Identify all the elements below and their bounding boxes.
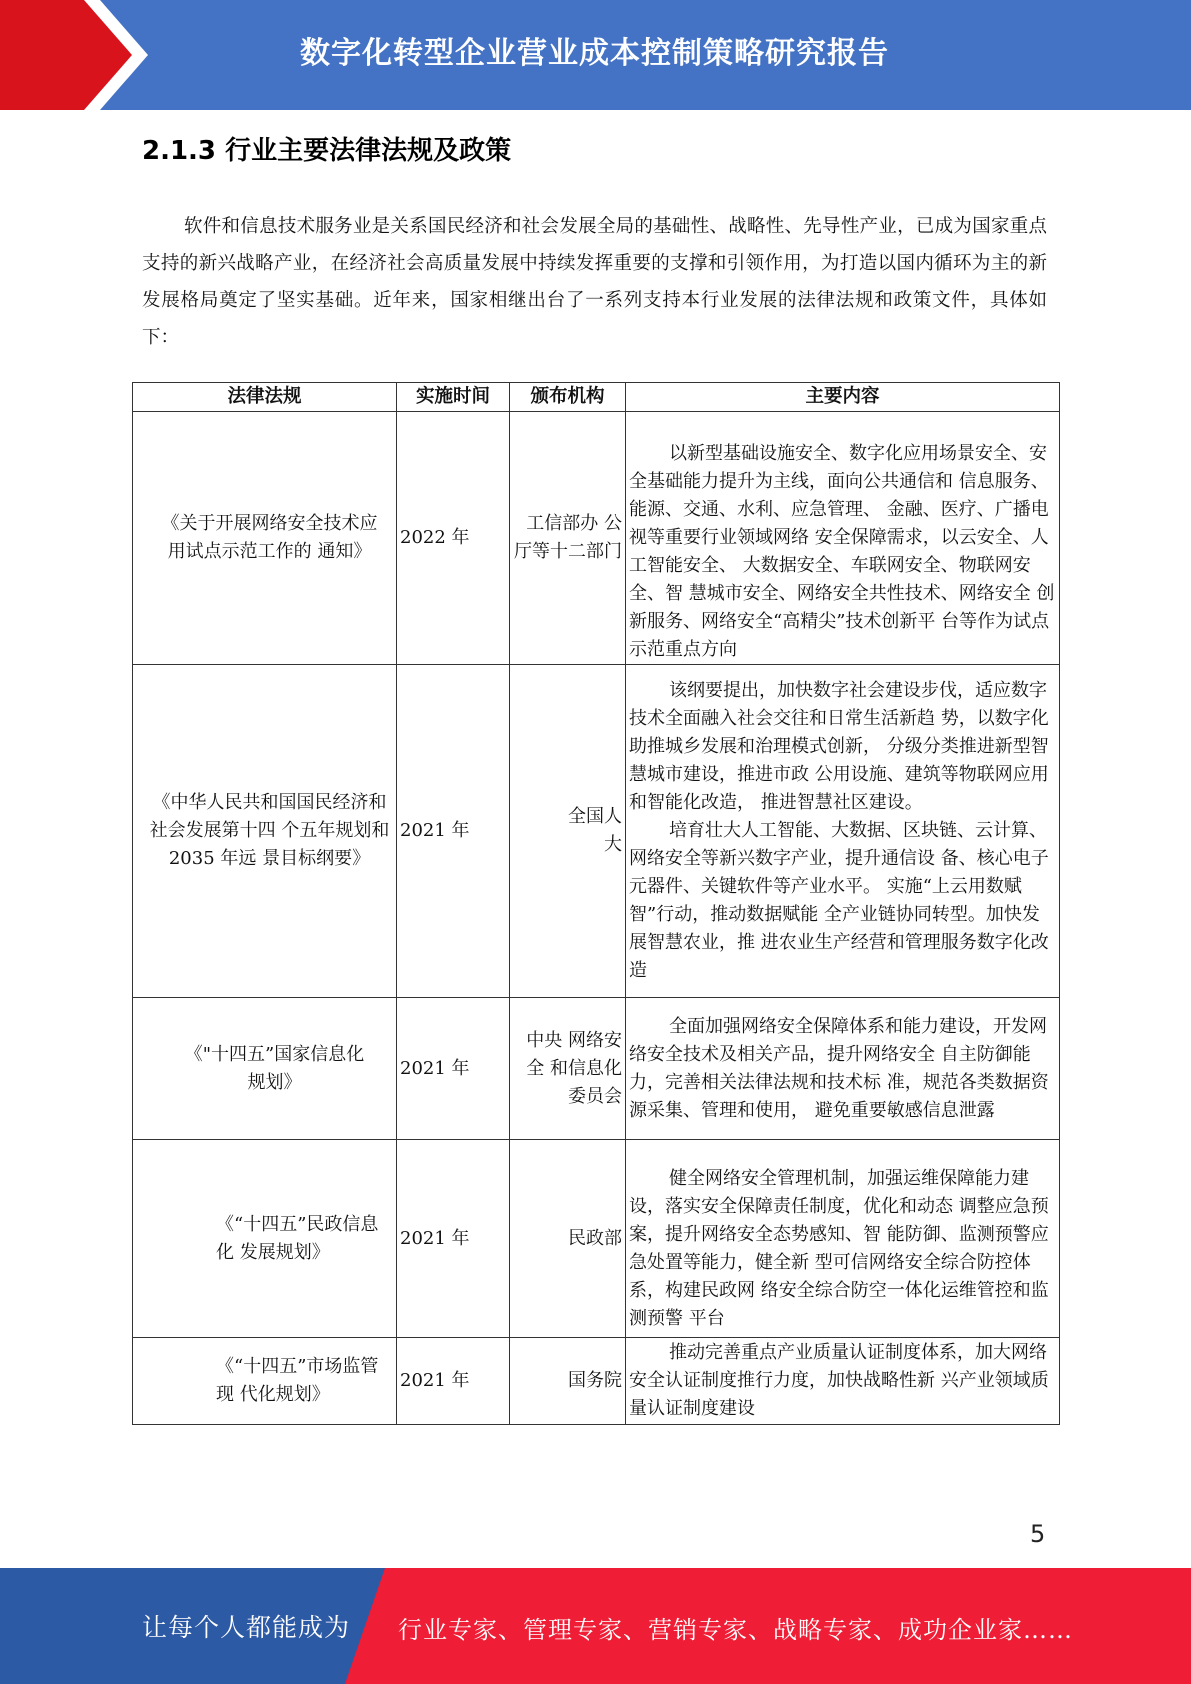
law-name-cell (133, 1338, 397, 1425)
law-name-cell (133, 1140, 397, 1338)
header-arrow-graphic (0, 0, 160, 110)
law-name-cell (133, 665, 397, 998)
content-cell (626, 1338, 1060, 1425)
page-footer (0, 1568, 1191, 1684)
law-name: 《"十四五”国家信息化规划》 (184, 1043, 365, 1093)
org-cell (510, 412, 626, 665)
org-cell (510, 665, 626, 998)
content-paragraph: 该纲要提出，加快数字社会建设步伐，适应数字技术全面融入社会交往和日常生活新趋 势，以数字化助推城乡发展和治理模式创新， 分级分类推进新型智慧城市建设，推进市政 公用设施、建筑等物联网应用和智能化改造， 推进智慧社区建设。 (629, 680, 1049, 813)
content-paragraph: 以新型基础设施安全、数字化应用场景安全、安全基础能力提升为主线，面向公共通信和 信息服务、能源、交通、水利、应急管理、 金融、医疗、广播电视等重要行业领域网络 安全保障需求，以云安全、人工智能安全、 大数据安全、车联网安全、物联网安全、智 慧城市安全、网络安全共性技术、网络安全 创新服务、网络安全“高精尖”技术创新平 台等作为试点示范重点方向 (629, 443, 1055, 660)
table-row (133, 1140, 1060, 1338)
time-cell: 2021 年 (397, 1140, 510, 1338)
org-cell (510, 1140, 626, 1338)
org-name: 工信部办 公厅等十二部门 (514, 513, 622, 562)
regulations-table (132, 382, 1060, 1425)
table-row (133, 1338, 1060, 1425)
column-header-org: 颁布机构 (510, 383, 626, 412)
content-paragraph: 健全网络安全管理机制，加强运维保障能力建设，落实安全保障责任制度，优化和动态 调整应急预案，提升网络安全态势感知、智 能防御、监测预警应急处置等能力，健全新 型可信网络安全综合防控体系，构建民政网 络安全综合防空一体化运维管控和监测预警 平台 (629, 1167, 1049, 1329)
column-header-time: 实施时间 (397, 383, 510, 412)
law-name: 《“十四五”民政信息化 发展规划》 (216, 1213, 379, 1263)
law-name: 《“十四五”市场监管现 代化规划》 (216, 1356, 379, 1405)
table-row (133, 998, 1060, 1140)
law-name: 《关于开展网络安全技术应用试点示范工作的 通知》 (161, 513, 378, 562)
org-name: 全国人大 (568, 806, 622, 855)
org-cell (510, 998, 626, 1140)
table-header-row (133, 383, 1060, 412)
content-paragraph: 全面加强网络安全保障体系和能力建设，开发网络安全技术及相关产品，提升网络安全 自主防御能力，完善相关法律法规和技术标 准，规范各类数据资源采集、管理和使用， 避免重要敏感信息泄露 (629, 1015, 1049, 1121)
law-name-cell (133, 998, 397, 1140)
content-cell (626, 1140, 1060, 1338)
table-row (133, 412, 1060, 665)
time-cell: 2021 年 (397, 998, 510, 1140)
content-paragraph: 推动完善重点产业质量认证制度体系，加大网络安全认证制度推行力度，加快战略性新 兴产业领域质量认证制度建设 (629, 1342, 1049, 1419)
law-name: 《中华人民共和国国民经济和社会发展第十四 个五年规划和 2035 年远 景目标纲要》 (149, 792, 390, 869)
content-cell (626, 998, 1060, 1140)
header-title: 数字化转型企业营业成本控制策略研究报告 (300, 36, 889, 71)
org-name: 国务院 (568, 1370, 622, 1391)
org-name: 中央 网络安全 和信息化 委员会 (526, 1029, 622, 1107)
footer-slogan-left: 让每个人都能成为 (142, 1613, 351, 1642)
page-header (0, 0, 1191, 110)
table-row (133, 665, 1060, 998)
column-header-content: 主要内容 (626, 383, 1060, 412)
intro-paragraph: 软件和信息技术服务业是关系国民经济和社会发展全局的基础性、战略性、先导性产业，已成为国家重点支持的新兴战略产业，在经济社会高质量发展中持续发挥重要的支撑和引领作用，为打造以国内循环为主的新发展格局奠定了坚实基础。近年来，国家相继出台了一系列支持本行业发展的法律法规和政策文件，具体如下： (142, 216, 1047, 348)
law-name-cell (133, 412, 397, 665)
time-cell: 2021 年 (397, 1338, 510, 1425)
org-cell (510, 1338, 626, 1425)
footer-slogan-right: 行业专家、管理专家、营销专家、战略专家、成功企业家…… (398, 1616, 1073, 1644)
content-cell (626, 412, 1060, 665)
time-cell: 2021 年 (397, 665, 510, 998)
column-header-law: 法律法规 (133, 383, 397, 412)
page-number: 5 (1030, 1520, 1046, 1548)
content-cell (626, 665, 1060, 998)
time-cell: 2022 年 (397, 412, 510, 665)
content-paragraph: 培育壮大人工智能、大数据、区块链、云计算、网络安全等新兴数字产业，提升通信设 备、核心电子元器件、关键软件等产业水平。 实施“上云用数赋智”行动，推动数据赋能 全产业链协同转型。加快发展智慧农业，推 进农业生产经营和管理服务数字化改造 (629, 820, 1049, 981)
section-title: 2.1.3 行业主要法律法规及政策 (142, 136, 512, 166)
org-name: 民政部 (568, 1227, 622, 1249)
